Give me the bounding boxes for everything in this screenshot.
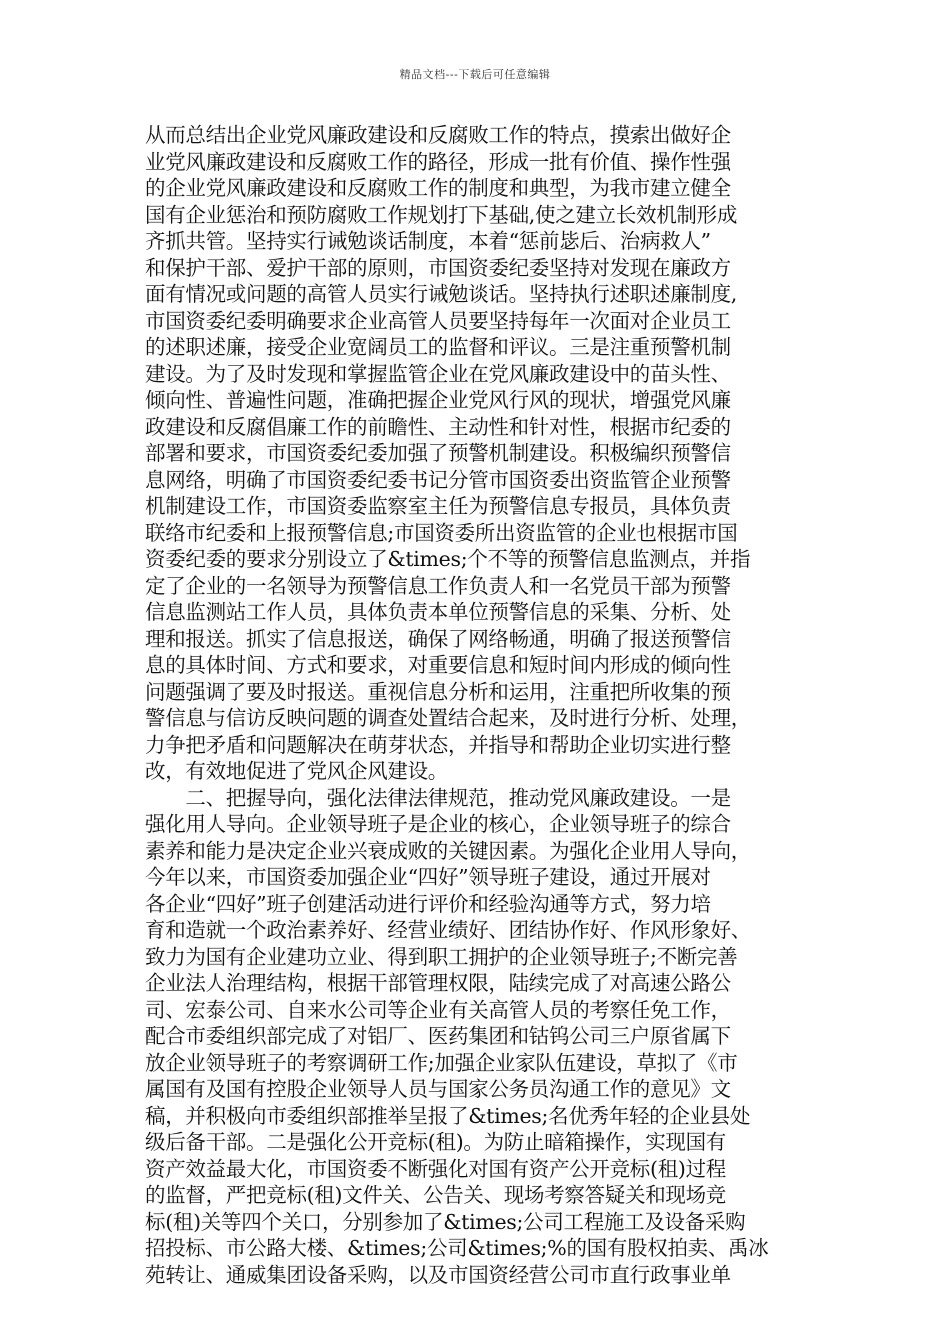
text-line: 业党风廉政建设和反腐败工作的路径，形成一批有价值、操作性强 [145,149,731,174]
text-line: 联络市纪委和上报预警信息;市国资委所出资监管的企业也根据市国 [145,520,738,545]
text-line: 问题强调了要及时报送。重视信息分析和运用，注重把所收集的预 [145,679,731,704]
text-line: 属国有及国有控股企业领导人员与国家公务员沟通工作的意见》文 [145,1077,731,1101]
text-line: 的企业党风廉政建设和反腐败工作的制度和典型，为我市建立健全 [145,176,731,200]
text-line: 政建设和反腐倡廉工作的前瞻性、主动性和针对性，根据市纪委的 [145,414,731,439]
text-line: 苑转让、通威集团设备采购，以及市国资经营公司市直行政事业单 [145,1262,731,1287]
text-line: 级后备干部。二是强化公开竞标(租)。为防止暗箱操作，实现国有 [145,1130,726,1154]
text-line: 警信息与信访反映问题的调查处置结合起来，及时进行分析、处理， [145,706,751,730]
text-line: 二、把握导向，强化法律法律规范，推动党风廉政建设。一是 [145,785,731,810]
text-line: 部署和要求，市国资委纪委加强了预警机制建设。积极编织预警信 [145,441,731,465]
text-line: 从而总结出企业党风廉政建设和反腐败工作的特点，摸索出做好企 [145,123,731,147]
text-line: 息的具体时间、方式和要求，对重要信息和短时间内形成的倾向性 [145,653,731,677]
text-line: 放企业领导班子的考察调研工作;加强企业家队伍建设，草拟了《市 [145,1050,738,1075]
text-line: 致力为国有企业建功立业、得到职工拥护的企业领导班子;不断完善 [145,944,738,969]
text-line: 息网络，明确了市国资委纪委书记分管市国资委出资监管企业预警 [145,467,731,492]
text-line: 面有情况或问题的高管人员实行诫勉谈话。坚持执行述职述廉制度, [145,282,738,306]
text-line: 信息监测站工作人员，具体负责本单位预警信息的采集、分析、处 [145,600,731,624]
text-line: 资产效益最大化，市国资委不断强化对国有资产公开竞标(租)过程 [145,1156,726,1181]
text-line: 企业法人治理结构，根据干部管理权限，陆续完成了对高速公路公 [145,971,731,995]
text-line: 资委纪委的要求分别设立了&times;个不等的预警信息监测点，并指 [145,547,751,571]
text-line: 各企业“四好”班子创建活动进行评价和经验沟通等方式，努力培 [145,891,711,916]
text-line: 招投标、市公路大楼、&times;公司&times;%的国有股权拍卖、禹冰 [145,1236,769,1260]
text-line: 市国资委纪委明确要求企业高管人员要坚持每年一次面对企业员工 [145,308,731,333]
text-line: 强化用人导向。企业领导班子是企业的核心，企业领导班子的综合 [145,812,731,836]
text-line: 育和造就一个政治素养好、经营业绩好、团结协作好、作风形象好、 [145,918,751,942]
text-line: 定了企业的一名领导为预警信息工作负责人和一名党员干部为预警 [145,573,731,598]
text-line: 司、宏泰公司、自来水公司等企业有关高管人员的考察任免工作， [145,997,731,1022]
text-line: 配合市委组织部完成了对铝厂、医药集团和钴钨公司三户原省属下 [145,1024,731,1048]
text-line: 机制建设工作，市国资委监察室主任为预警信息专报员，具体负责 [145,494,731,518]
text-line: 理和报送。抓实了信息报送，确保了网络畅通，明确了报送预警信 [145,626,731,651]
text-line: 和保护干部、爱护干部的原则，市国资委纪委坚持对发现在廉政方 [145,255,731,280]
text-line: 齐抓共管。坚持实行诫勉谈话制度，本着“惩前毖后、治病救人” [145,229,711,253]
text-line: 素养和能力是决定企业兴衰成败的关键因素。为强化企业用人导向， [145,838,751,863]
text-line: 倾向性、普遍性问题，准确把握企业党风行风的现状，增强党风廉 [145,388,731,412]
text-line: 力争把矛盾和问题解决在萌芽状态，并指导和帮助企业切实进行整 [145,732,731,757]
text-line: 标(租)关等四个关口，分别参加了&times;公司工程施工及设备采购 [145,1209,746,1234]
text-line: 的监督，严把竞标(租)文件关、公告关、现场考察答疑关和现场竞 [145,1183,726,1207]
page-header: 精品文档---下载后可任意编辑 [399,68,551,81]
text-line: 今年以来，市国资委加强企业“四好”领导班子建设，通过开展对 [145,865,711,889]
text-line: 稿，并积极向市委组织部推举呈报了&times;名优秀年轻的企业县处 [145,1103,751,1128]
text-line: 建设。为了及时发现和掌握监管企业在党风廉政建设中的苗头性、 [145,361,731,386]
text-line: 的述职述廉，接受企业宽阔员工的监督和评议。三是注重预警机制 [145,335,731,359]
text-line: 改，有效地促进了党风企风建设。 [145,759,448,783]
document-body [145,122,825,1288]
text-line: 国有企业惩治和预防腐败工作规划打下基础,使之建立长效机制形成 [145,202,738,227]
